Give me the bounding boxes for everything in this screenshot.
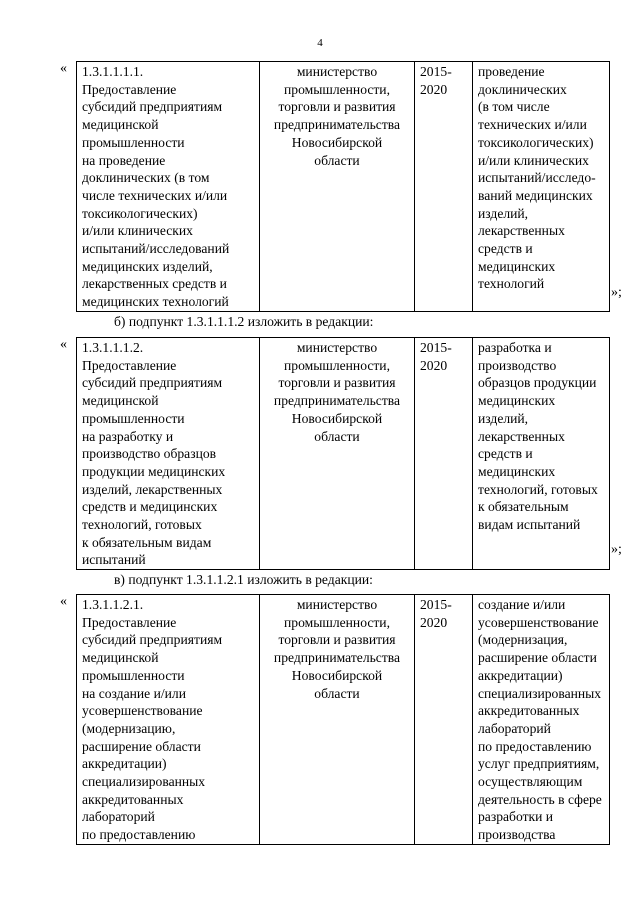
opening-quote: « <box>60 61 67 76</box>
measures-table-2 <box>76 337 610 570</box>
measure-item-cell: 1.3.1.1.2.1. Предоставление субсидий предприятиям медицинской промышленности на создание и/или усовершенствование (модернизацию, расширение области аккредитации) специализированных аккредитованных лабораторий по предоставлению <box>77 595 260 845</box>
page-number: 4 <box>317 37 323 49</box>
period-cell: 2015- 2020 <box>415 338 473 570</box>
subparagraph-heading-v: в) подпункт 1.3.1.1.2.1 изложить в редакции: <box>114 572 373 587</box>
description-cell: проведение доклинических (в том числе технических и/или токсикологических) и/или клинических испытаний/исследо- ваний медицинских изделий, лекарственных средств и медицинских технологий <box>473 62 610 312</box>
measures-table-3 <box>76 594 610 845</box>
table-row <box>77 62 610 312</box>
description-cell: создание и/или усовершенствование (модернизация, расширение области аккредитации) специализированных аккредитованных лабораторий по предоставлению услуг предприятиям, осуществляющим деятельность в сфере разработки и производства <box>473 595 610 845</box>
table-row <box>77 338 610 570</box>
executor-cell: министерство промышленности, торговли и развития предпринимательства Новосибирской области <box>260 338 415 570</box>
subparagraph-heading-b: б) подпункт 1.3.1.1.1.2 изложить в редакции: <box>114 314 374 329</box>
opening-quote: « <box>60 337 67 352</box>
description-cell: разработка и производство образцов продукции медицинских изделий, лекарственных средств и медицинских технологий, готовых к обязательным видам испытаний <box>473 338 610 570</box>
closing-quote: »; <box>611 542 622 557</box>
period-cell: 2015- 2020 <box>415 62 473 312</box>
measure-item-cell: 1.3.1.1.1.1. Предоставление субсидий предприятиям медицинской промышленности на проведение доклинических (в том числе технических и/или токсикологических) и/или клинических испытаний/исследований медицинских изделий, лекарственных средств и медицинских технологий <box>77 62 260 312</box>
measure-item-cell: 1.3.1.1.1.2. Предоставление субсидий предприятиям медицинской промышленности на разработку и производство образцов продукции медицинских изделий, лекарственных средств и медицинских технологий, готовых к обязательным видам испытаний <box>77 338 260 570</box>
executor-cell: министерство промышленности, торговли и развития предпринимательства Новосибирской области <box>260 62 415 312</box>
executor-cell: министерство промышленности, торговли и развития предпринимательства Новосибирской области <box>260 595 415 845</box>
measures-table-1 <box>76 61 610 312</box>
period-cell: 2015- 2020 <box>415 595 473 845</box>
closing-quote: »; <box>611 285 622 300</box>
opening-quote: « <box>60 594 67 609</box>
table-row <box>77 595 610 845</box>
